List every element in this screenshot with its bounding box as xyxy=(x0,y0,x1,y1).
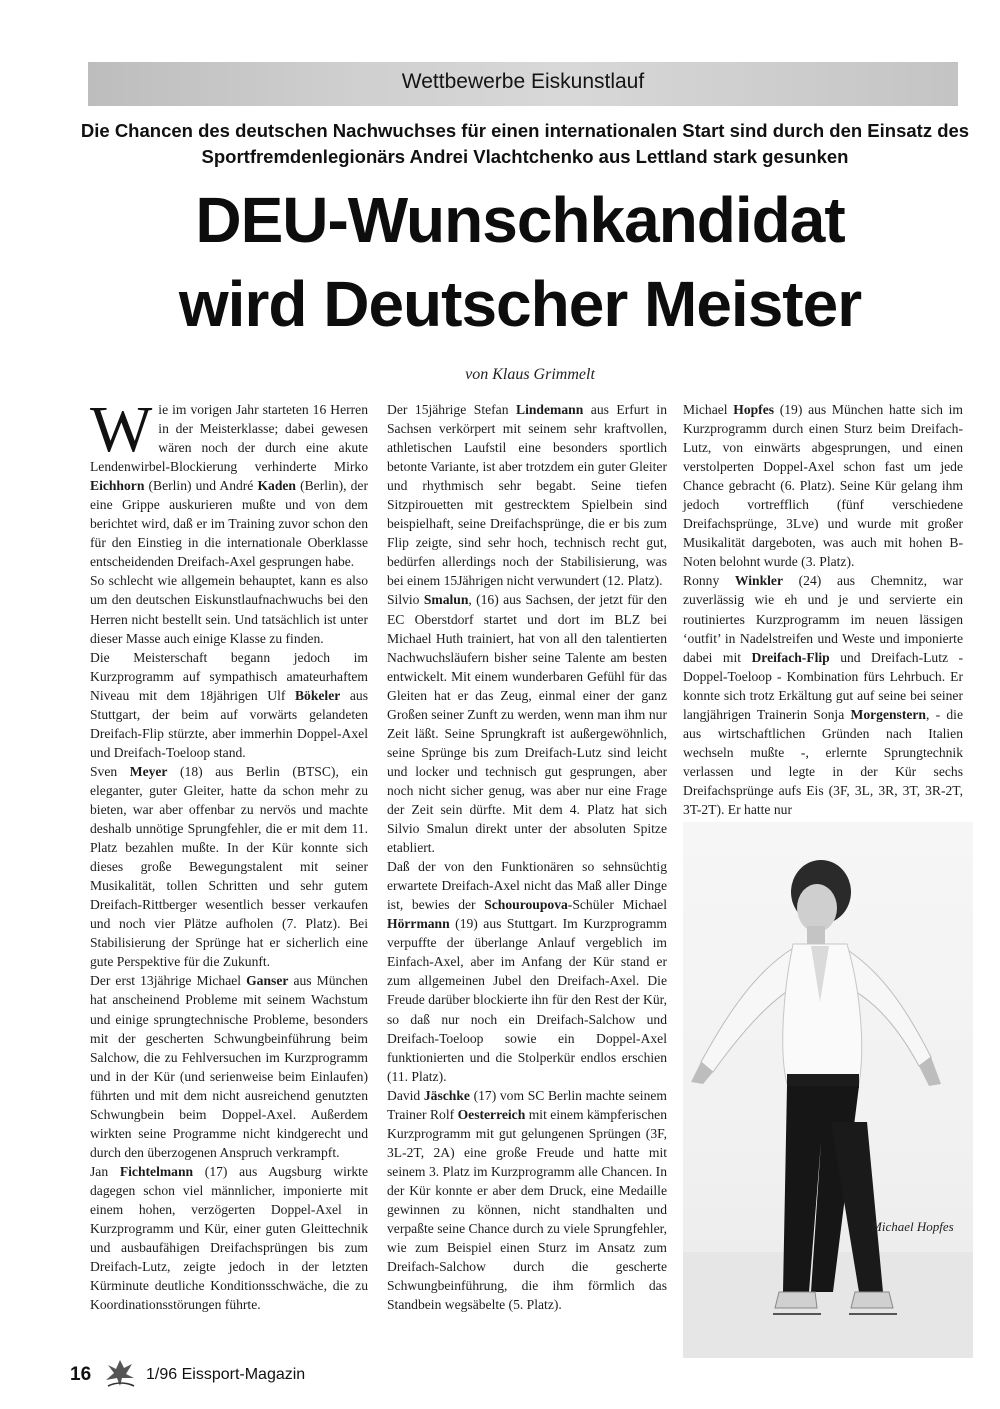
paragraph: David Jäschke (17) vom SC Berlin machte seinem Trainer Rolf Oesterreich mit einem kämpferischen Kurzprogramm mit gut gelungenen Sprüngen (3F, 3L-2T, 2A) eine große Freude und hatte mit seinem 3. Platz im Kurzprogramm alle Chancen. In der Kür konnte er aber dem Druck, eine Medaille gewinnen zu können, nicht standhalten und verpaßte seine Chance durch zu viele Sprungfehler, wie zum Beispiel einen Sturz im Ansatz zum Dreifach-Salchow durch die gescherte Schwungbeinführung, die ihm förmlich das Standbein wegsäbelte (5. Platz). xyxy=(387,1087,667,1313)
skater-photo xyxy=(683,822,973,1358)
paragraph: Daß der von den Funktionären so sehnsüchtig erwartete Dreifach-Axel nicht das Maß aller Dinge ist, bewies der Schouroupova-Schüler Michael Hörrmann (19) aus Stuttgart. Im Kurzprogramm verpuffte der überlange Anlauf vergeblich im Einfach-Axel, aber im Anfang der Kür stand er zum allgemeinen Jubel den Dreifach-Axel. Die Freude darüber blockierte ihn für den Rest der Kür, so daß nur noch ein Dreifach-Salchow und Dreifach-Toeloop sowie ein Doppel-Axel funktionierten und die Stolperkür endlos erschien (11. Platz). xyxy=(387,859,667,1084)
photo-caption: Michael Hopfes xyxy=(871,1219,954,1234)
skater-figure-illustration xyxy=(683,822,973,1358)
headline-line-2: wird Deutscher Meister xyxy=(178,268,862,340)
page-number: 16 xyxy=(70,1364,92,1385)
paragraph: Silvio Smalun, (16) aus Sachsen, der jetzt für den EC Oberstdorf startet und dort im BLZ bei Michael Huth trainiert, hat von all den talentierten Nachwuchsläufern bisher seine Talente am besten entwickelt. Mit einem wunderbaren Gefühl für das Gleiten hat er das Zeug, einmal einer der ganz Großen seiner Zunft zu werden, wenn man ihm nur Zeit läßt. Seine Sprungkraft ist außergewöhnlich, seine Sprünge bis zum Dreifach-Lutz sind leicht und locker und technisch gut gesprungen, aber noch nicht sicher genug, was aber nur eine Frage der Zeit sein dürfte. Mit dem 4. Platz hat sich Silvio Smalun direkt unter der absoluten Spitze etabliert. xyxy=(387,592,667,856)
paragraph: So schlecht wie allgemein behauptet, kann es also um den deutschen Eiskunstlaufnachwuchs bei den Herren nicht bestellt sein. Und tatsächlich ist unter dieser Masse auch einige Klasse zu finden. xyxy=(90,573,368,646)
paragraph: Jan Fichtelmann (17) aus Augsburg wirkte dagegen schon viel männlicher, imponierte mit einem hohen, verzögerten Doppel-Axel in Kurzprogramm und Kür, einer guten Gleittechnik und ausbaufähigen Dreifachsprüngen bis zum Dreifach-Lutz, zeigte jedoch in der letzten Kürminute deutliche Konditionsschwäche, die zu Koordinationsstörungen führte. xyxy=(90,1163,368,1313)
paragraph: Sven Meyer (18) aus Berlin (BTSC), ein eleganter, guter Gleiter, hatte da schon mehr zu bieten, war aber offenbar zu nervös und machte deshalb unnötige Sprungfehler, die er mit dem 11. Platz bezahlen mußte. In der Kür konnte sich dieses große Bewegungstalent mit seiner Musikalität, tollen Schritten und sehr gutem Dreifach-Rittberger wesentlich besser verkaufen und noch vier Plätze aufholen (7. Platz). Bei Stabilisierung der Sprünge hat er sicherlich eine gute Perspektive für die Zukunft. xyxy=(90,763,368,970)
drop-cap: W xyxy=(90,393,153,466)
paragraph: Die Meisterschaft begann jedoch im Kurzprogramm auf sympathisch amateurhaftem Niveau mit dem 18jährigen Ulf Bökeler aus Stuttgart, der beim auf vorwärts gelandeten Dreifach-Flip stürzte, aber immerhin Doppel-Axel und Dreifach-Toeloop stand. xyxy=(90,649,368,760)
paragraph: Michael Hopfes (19) aus München hatte sich im Kurzprogramm durch einen Sturz beim Dreifach-Lutz, von einwärts abgesprungen, und einen verstolperten Doppel-Axel schon fast um jede Chance gebracht (6. Platz). Seine Kür gelang ihm jedoch vortrefflich (fünf verschiedene Dreifachsprünge, 3Lve) und wurde mit großer Musikalität dargeboten, was auch mit hohen B-Noten belohnt wurde (3. Platz). xyxy=(683,402,964,570)
article-column-3 xyxy=(683,400,963,819)
headline-line-1: DEU-Wunschkandidat xyxy=(195,184,845,256)
paragraph: Wie im vorigen Jahr starteten 16 Herren in der Meisterklasse; dabei gewesen wären noch der durch eine akute Lendenwirbel-Blockierung verhinderte Mirko Eichhorn (Berlin) und André Kaden (Berlin), der eine Grippe auskurieren mußte und von dem berichtet wird, daß er im Training zuvor schon den für den Einstieg in die internationale Oberklasse entscheidenden Dreifach-Axel gesprungen habe. xyxy=(90,393,368,570)
article-column-1 xyxy=(90,393,368,1314)
eissport-skater-logo-icon xyxy=(102,1358,138,1395)
section-title: Wettbewerbe Eiskunstlauf xyxy=(401,70,645,93)
byline: von Klaus Grimmelt xyxy=(465,366,595,383)
issue-label: 1/96 Eissport-Magazin xyxy=(146,1366,306,1383)
paragraph: Ronny Winkler (24) aus Chemnitz, war zuverlässig wie eh und je und servierte ein routiniertes Kurzprogramm im neuen lässigen ‘outfit’ in Nadelstreifen und Weste und imponierte dabei mit Dreifach-Flip und Dreifach-Lutz - Doppel-Toeloop - Kombination fürs Lehrbuch. Er konnte sich trotz Erkältung gut auf seine bei seiner langjährigen Trainerin Sonja Morgenstern, - die aus wirtschaftlichen Gründen nach Italien wechseln mußte -, erlernte Sprungtechnik verlassen und legte in der Kür sechs Dreifachsprünge aufs Eis (3F, 3L, 3R, 3T, 3R-2T, 3T-2T). Er hatte nur xyxy=(683,573,963,817)
article-deck: Die Chancen des deutschen Nachwuchses für einen internationalen Start sind durch den Einsatz des Sportfremdenlegionärs Andrei Vlachtchenko aus Lettland stark gesunken xyxy=(80,120,970,167)
article-column-2 xyxy=(387,400,667,1314)
article-headline xyxy=(40,178,1000,346)
paragraph: Der 15jährige Stefan Lindemann aus Erfurt in Sachsen verkörpert mit seinem sehr kraftvollen, athletischen Laufstil eine besonders sportlich betonte Variante, ist aber trotzdem ein guter Gleiter und rhythmisch sehr begabt. Seine tiefen Sitzpirouetten mit gestrecktem Spielbein sind beispielhaft, seine Dreifachsprünge, die er bis zum Flip zeigte, sind sehr hoch, technisch recht gut, bedürfen allerdings noch der Stabilisierung, was bei einem 15Jährigen nicht verwundert (12. Platz). xyxy=(387,402,667,589)
section-banner xyxy=(88,62,958,106)
paragraph: Der erst 13jährige Michael Ganser aus München hat anscheinend Probleme mit seinem Wachstum und einige sprungtechnische Probleme, besonders mit der gescherten Schwungbeinführung beim Salchow, die zu Fehlversuchen im Kurzprogramm und in der Kür (und serienweise beim Einlaufen) führten und mit dem nicht ausreichend genutzten Schwungbein beim Doppel-Axel. Außerdem wirkten seine Programme nicht kindgerecht und durch den überzogenen Anspruch verkrampft. xyxy=(90,973,368,1160)
